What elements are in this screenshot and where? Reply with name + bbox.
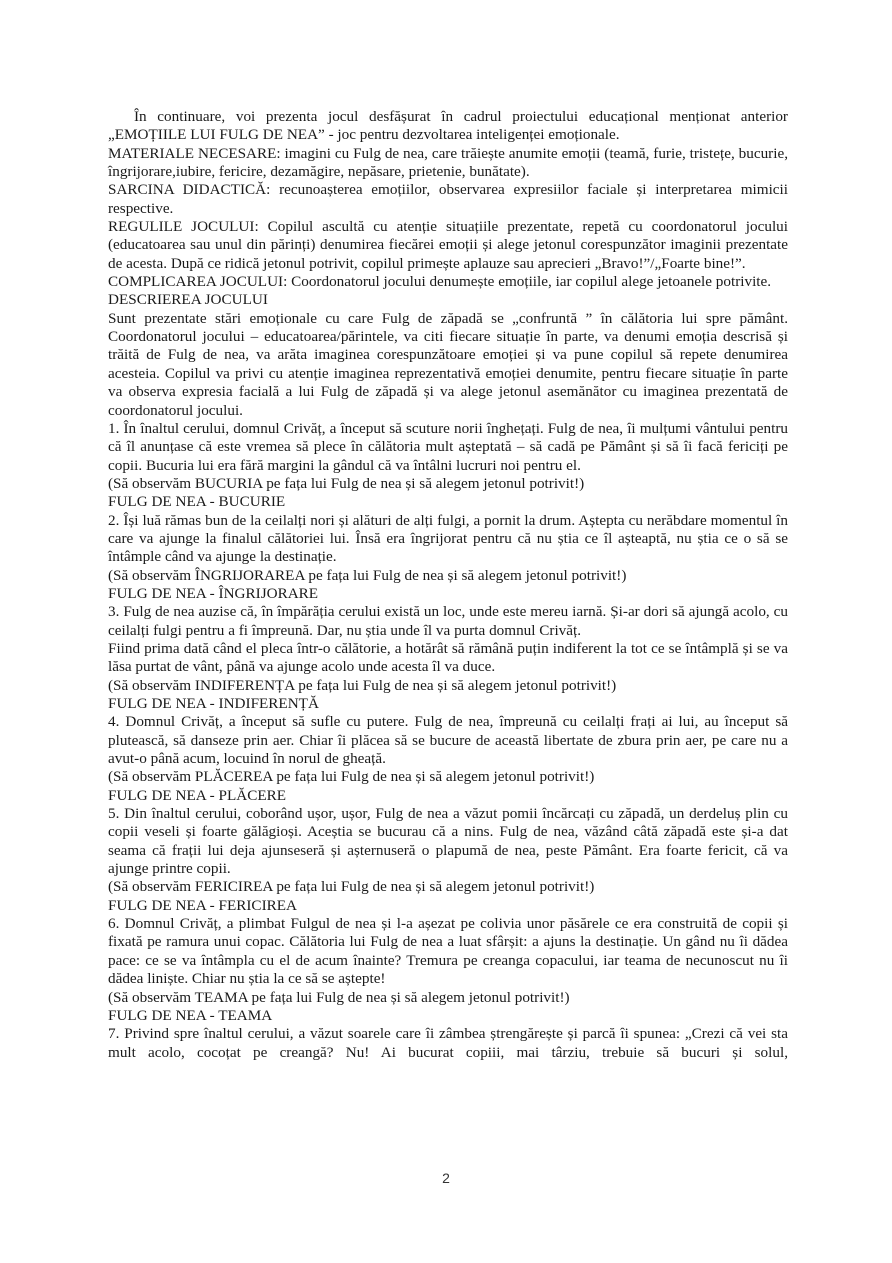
rules-paragraph: REGULILE JOCULUI: Copilul ascultă cu atenție situațiile prezentate, repetă cu coordonatorul jocului (educatoarea sau unul din părinți) denumirea fiecărei emoții și alege jetonul corespunzător imaginii prezentate de acesta. După ce ridică jetonul potrivit, copilul primește aplauze sau aprecieri „Bravo!”/„Foarte bine!”. bbox=[108, 218, 788, 272]
intro-paragraph: În continuare, voi prezenta jocul desfășurat în cadrul proiectului educațional menționat anterior „EMOȚIILE LUI FULG DE NEA” - joc pentru dezvoltarea inteligenței emoționale. bbox=[108, 108, 788, 144]
situation-2-prompt: (Să observăm ÎNGRIJORAREA pe fața lui Fulg de nea și să alegem jetonul potrivit!) bbox=[108, 566, 627, 584]
materials-paragraph: MATERIALE NECESARE: imagini cu Fulg de nea, care trăiește anumite emoții (teamă, furie, tristețe, bucurie, îngrijorare,iubire, fericire, dezamăgire, nepăsare, prietenie, bunătate). bbox=[108, 144, 788, 181]
situation-1-prompt: (Să observăm BUCURIA pe fața lui Fulg de nea și să alegem jetonul potrivit!) bbox=[108, 474, 585, 492]
situation-1-story: 1. În înaltul cerului, domnul Crivăț, a început să scuture norii înghețați. Fulg de nea, îi mulțumi vântului pentru că îl anunțase că este vremea să plece în călătoria mult așteptată – să cadă pe Pământ și să îi facă fericiți pe copii. Bucuria lui era fără margini la gândul că va întâlni lucruri noi pentru el. bbox=[108, 419, 788, 474]
description-heading: DESCRIEREA JOCULUI bbox=[108, 291, 268, 309]
situation-4-prompt: (Să observăm PLĂCEREA pe fața lui Fulg de nea și să alegem jetonul potrivit!) bbox=[108, 768, 595, 786]
task-paragraph: SARCINA DIDACTICĂ: recunoașterea emoțiilor, observarea expresiilor faciale și interpretarea mimicii respective. bbox=[108, 181, 788, 217]
page-number: 2 bbox=[442, 1170, 450, 1186]
description-paragraph: Sunt prezentate stări emoționale cu care Fulg de zăpadă se „confruntă ” în călătoria lui spre pământ. Coordonatorul jocului – educatoarea/părintele, va citi fiecare situație în parte, va denumi emoția descrisă și trăită de Fulg de nea, va arăta imaginea corespunzătoare emoției și va pune copilul să repete denumirea acesteia. Copilul va privi cu atenție imaginea reprezentativă emoției denumite, pentru fiecare situație în parte va observa expresia facială a lui Fulg de zăpadă și va alege jetonul asemănător cu imaginea prezentată de coordonatorul jocului. bbox=[108, 309, 788, 419]
situation-6-prompt: (Să observăm TEAMA pe fața lui Fulg de nea și să alegem jetonul potrivit!) bbox=[108, 988, 570, 1006]
situation-3-prompt: (Să observăm INDIFERENȚA pe fața lui Fulg de nea și să alegem jetonul potrivit!) bbox=[108, 676, 617, 694]
document-page bbox=[108, 108, 788, 1062]
situation-2-story: 2. Își luă rămas bun de la ceilalți nori și alături de alți fulgi, a pornit la drum. Aștepta cu nerăbdare momentul în care va ajunge la finalul călătoriei lui. Însă era îngrijorat pentru că nu știa ce îl așteaptă, nu știa ce o să se întâmple când va ajunge la destinație. bbox=[108, 511, 788, 566]
situation-1-label: FULG DE NEA - BUCURIE bbox=[108, 493, 286, 511]
situation-5-story: 5. Din înaltul cerului, coborând ușor, ușor, Fulg de nea a văzut pomii încărcați cu zăpadă, un derdeluș plin cu copii veseli și foarte gălăgioși. Aceștia se bucurau că a nins. Fulg de nea, văzând câtă zăpadă este și-a dat seama că frații lui deja ajunseseră și așternuseră o plapumă de nea, peste Pământ. Era foarte fericit, că va ajunge printre copii. bbox=[108, 805, 788, 878]
situation-3-story-continued: Fiind prima dată când el pleca într-o călătorie, a hotărât să rămână puțin indiferent la tot ce se întâmplă și se va lăsa purtat de vânt, până va ajunge acolo unde acesta îl va duce. bbox=[108, 639, 788, 676]
situation-3-story: 3. Fulg de nea auzise că, în împărăția cerului există un loc, unde este mereu iarnă. Și-ar dori să ajungă acolo, cu ceilalți fulgi pentru a fi împreună. Dar, nu știa unde îl va purta domnul Crivăț. bbox=[108, 603, 788, 639]
situation-6-story: 6. Domnul Crivăț, a plimbat Fulgul de nea și l-a așezat pe colivia unor păsărele ce era construită de copii și fixată pe ramura unui copac. Călătoria lui Fulg de nea a luat sfârșit: a ajuns la destinație. Un gând nu îi dădea pace: ce se va întâmpla cu el de acum înainte? Tremura pe creanga copacului, iar teama de necunoscut nu îi dădea liniște. Chiar nu știa la ce să se aștepte! bbox=[108, 915, 788, 988]
complication-paragraph: COMPLICAREA JOCULUI: Coordonatorul jocului denumește emoțiile, iar copilul alege jetoanele potrivite. bbox=[108, 273, 772, 291]
situation-5-label: FULG DE NEA - FERICIREA bbox=[108, 896, 297, 914]
situation-3-label: FULG DE NEA - INDIFERENȚĂ bbox=[108, 695, 319, 712]
situation-2-label: FULG DE NEA - ÎNGRIJORARE bbox=[108, 584, 319, 602]
situation-5-prompt: (Să observăm FERICIREA pe fața lui Fulg de nea și să alegem jetonul potrivit!) bbox=[108, 878, 595, 896]
situation-7-story: 7. Privind spre înaltul cerului, a văzut soarele care îi zâmbea ștrengărește și parcă îi spunea: „Crezi că vei sta mult acolo, cocoțat pe creangă? Nu! Ai bucurat copiii, mai târziu, trebuie să bucuri și solul, bbox=[108, 1025, 788, 1061]
situation-6-label: FULG DE NEA - TEAMA bbox=[108, 1006, 273, 1024]
situation-4-story: 4. Domnul Crivăț, a început să sufle cu putere. Fulg de nea, împreună cu ceilalți frați ai lui, au început să plutească, să danseze prin aer. Chiar îi plăcea să se bucure de această libertate de zbura prin aer, pe care nu a avut-o până acum, locuind în norul de gheață. bbox=[108, 713, 788, 768]
situation-4-label: FULG DE NEA - PLĂCERE bbox=[108, 786, 287, 804]
